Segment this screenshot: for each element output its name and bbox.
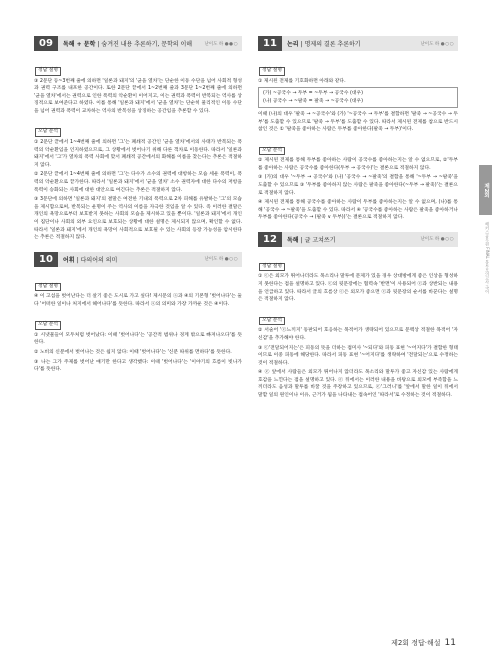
question-title: 독해 + 문학 | 숨겨진 내용 추론하기, 문학의 이해: [63, 41, 193, 48]
side-book-title: 해커스공무원 FINAL 봉투모의고사 국어: [485, 222, 490, 294]
difficulty-level: 난이도 하 ●○○: [420, 41, 454, 47]
wrong-analysis-tag: 오답 분석: [35, 321, 61, 330]
wrong-analysis-item: ① 2문단 끝에서 1~4번째 줄에 의하면 '그'는 폐쇄적 공간인 '균을 열차'에서의 사태가 반복되는 폭력의 악순환임을 인지하였으므로, 그 상황에서 벗어나기 위해 다른 객차로 이동한다. 따라서 '일론과 돼지'에서 '그'가 열차의 폭력 사회에 맞서 폐쇄적 공간에서의 화해를 이룸을 찾는다는 추론은 적절하지 않다.: [34, 139, 242, 168]
wrong-analysis-item: ② 서술어 'ⓒ느끼지' 동판되어 호응하는 목적어가 생략되어 있으므로 문맥상 적절한 목적어 '자신감'을 추가해야 한다.: [258, 328, 458, 341]
answer-explanation: ④ 이 고섬을 벗어난다는 더 살기 좋은 도시로 가고 싶다! 제시문의 ⓐ과 ④의 기본형 '벗어나다'는 둘 다 '어떠한 일이나 처지에서 헤어나다'를 뜻한다. 따라서 ⓐ의 의미와 가장 가까운 것은 ④이다.: [34, 294, 242, 307]
wrong-analysis-item: ③ (가)의 대우 '~두부 → 공국수'와 (나) '공국수 → ~팔죽'의 결합을 통해 '~두부 → ~팔죽'을 도출할 수 있으므로 ③ '두부를 좋아하지 않는 사람은 팔죽을 좋아한다(~두부 → 팔죽)'는 결론으로 적절하지 않다.: [258, 175, 458, 196]
answer-tag: 정답 설명: [259, 67, 285, 76]
question-10-header: [34, 252, 242, 267]
logic-box: [258, 87, 458, 108]
left-column: [34, 36, 242, 376]
answer-explanation: ③ 2문단 등~3번째 줄에 의하면 '일론과 돼지'의 '균을 열차'는 단순한 이동 수단을 넘어 사회적 형성과 권력 구조를 내포한 공간이다. 또한 2문단 끝에서 1~2번째 줄과 3문단 1~2번째 줄에 의하면 '균을 열차'에서는 권력으로 인한 폭력의 악순환이 이어지고, 이는 권력과 폭력이 반복되는 역사를 상징적으로 보여준다고 하였다. 이를 통해 '일론과 돼지'에서 '균을 열차'는 단순히 물리적인 이동 수단을 넘어 권력과 폭력이 교차하는 역사의 반복성을 상징하는 공간임을 추론할 수 있다.: [34, 78, 242, 114]
difficulty-level: 난이도 하 ●○○: [204, 257, 238, 263]
question-title: 어휘 | 다의어의 의미: [63, 256, 118, 264]
answer-intro: ① 제시된 전제를 기호화하면 아래와 같다.: [258, 78, 346, 84]
question-number: 10: [34, 252, 58, 267]
difficulty-dots-icon: ●○○: [224, 257, 238, 263]
difficulty-level: 난이도 하 ●○○: [420, 237, 454, 243]
logic-line: (나) 공국수 → ~팔죽 = 팔죽 → ~공국수 (대우): [263, 98, 364, 104]
difficulty-dots-icon: ●○○: [440, 237, 454, 243]
wrong-analysis-item: ② 2문단 끝에서 1~4번째 줄에 의하면 '그'는 다수가 소수의 권력에 대항하는 모습 세운 폭력이, 폭력의 악순환으로 끝가한다. 따라서 '일론과 돼지'에서 '균을 열차' 소수 권력자에 대한 다수의 저항을 폭력이 승화되는 사회에 대한 대안으로 여긴다는 추론은 적절하지 않다.: [34, 172, 242, 193]
question-number: 11: [258, 36, 282, 51]
difficulty-dots-icon: ●●○: [224, 41, 238, 47]
page-number: 11: [444, 638, 456, 648]
wrong-analysis-item: ④ ⓔ 앞에서 사람들은 외모가 뛰어나지 않더라도 목소리와 말투가 좋고 자신감 있는 사람에게 호감을 느낀다는 점을 설명하고 있다. ⓔ 뒤에서는 이러한 내용을 바탕으로 외모에 부족함을 느끼더라도 음성과 말투를 바꿀 것을 주장하고 있으므로, ⓔ'그러니'를 '앞에서 말한 일이 뒤에서 말할 일의 원인이나 이유, 근거가 됨을 나타내는 접속어인 '따라서'로 수정하는 것이 적절하다.: [258, 370, 458, 399]
wrong-analysis-tag: 오답 분석: [35, 128, 61, 137]
answer-explanation: 이때 (나)의 대우 '팔죽 → ~공국수'와 (가) '~공국수 → 두부'를 결합하면 '팔죽 → ~공국수 → 두부'를 도출할 수 있으므로 '팔죽 → 두부'를 도출할 수 있다. 따라서 제시된 전제를 참으로 반드시 참인 것은 ① '팔죽을 좋아하는 사람은 두부를 좋아한다(팔죽 → 두부)'이다.: [258, 111, 458, 133]
question-12-header: [258, 232, 458, 247]
wrong-analysis-tag: 오답 분석: [259, 317, 285, 326]
question-09-header: [34, 36, 242, 51]
logic-line: (가) ~공국수 → 두부 = ~두부 → 공국수 (대우): [263, 91, 364, 97]
answer-tag: 정답 설명: [35, 283, 61, 292]
round-side-tab: 제2회: [479, 165, 492, 215]
question-11-header: [258, 36, 458, 51]
wrong-analysis-item: ① 시냇물들이 모두처럼 벗어났다: 이때 '벗어나다'는 '공간적 범위나 경계 밖으로 빠져나오다'를 뜻한다.: [34, 332, 242, 346]
wrong-analysis-item: ④ 제시된 전제를 통해 공국수를 좋아하는 사람이 두부를 좋아하는지는 알 수 없으며, (나)를 통해 '공국수 → ~팔죽'을 도출할 수 있다. 따라서 ④ '공국수를 좋아하는 사람은 팔죽을 좋아하거나 두부를 좋아한다(공국수 → (팔죽 ∨ 두부))'는 결론으로 적절하지 않다.: [258, 200, 458, 221]
wrong-analysis-tag: 오답 분석: [259, 147, 285, 156]
question-number: 09: [34, 36, 58, 51]
wrong-analysis-item: ③ 3문단에 의하면 '일론과 돼지'의 결말은 여전한 기내의 폭력으로 2차 피해를 유발하는 '그'의 모습을 제시함으로써, 반복되는 운명이 주는 역사의 이름을 자극한 것임을 알 수 있다. 즉 이러한 결말은 개인의 욕망으로부터 보호받지 못하는 사회의 모습을 제시하고 있을 뿐이다. '일론과 돼지'에서 개인이 집단이나 사회의 외부 요인으로 보호되는 상황에 대한 설명은 제시되지 않으며, 확인할 수 없다. 따라서 '일론과 돼지'에서 개인의 욕망이 사회적으로 보호될 수 있는 사회의 등장 가능성을 암시한다는 추론은 적절하지 않다.: [34, 197, 242, 241]
difficulty-level: 난이도 하 ●●○: [204, 41, 238, 47]
question-title: 논리 | 명제의 결론 추론하기: [287, 41, 361, 48]
answer-tag: 정답 설명: [259, 263, 285, 272]
question-number: 12: [258, 232, 282, 247]
answer-tag: 정답 설명: [35, 67, 61, 76]
page-footer: [391, 638, 456, 648]
wrong-analysis-item: ③ 나는 그가 주제를 벗어난 얘기만 한다고 생각했다: 이때 '벗어나다'는 '이야기의 흐름이 빗나가다'를 뜻한다.: [34, 359, 242, 373]
question-title: 독해 | 글 고쳐쓰기: [287, 236, 336, 244]
answer-explanation: ① ⓒ은 외모가 뛰어나더라도 목소리나 말투에 문제가 있을 경우 상대방에게 좋은 인상을 형성하지 못한다는 점을 설명하고 있다. ⓒ의 뒷문장에는 협력속 '반면'이 사용되어 ⓒ과 상반되는 내용을 언급하고 있다. 따라서 글의 흐름상 ⓒ은 외모가 좋으면 ⓒ과 뒷문장의 순서를 바꾼다는 설명은 적절하지 않다.: [258, 274, 458, 303]
wrong-analysis-item: ② 제시된 전제를 통해 두부를 좋아하는 사람이 공국수를 좋아하는지는 알 수 없으므로, ②'두부를 좋아하는 사람은 공국수를 좋아한다(두부 → 공국수)'는 결론으로 적절하지 않다.: [258, 158, 458, 171]
difficulty-dots-icon: ●○○: [440, 41, 454, 47]
footer-label: 제2회 정답·해설: [391, 639, 441, 647]
wrong-analysis-item: ③ ⓒ'전달되어지는'은 피동의 뜻을 더하는 접미사 '~되다'와 피동 표현 '~어지다'가 결합한 형태이므로 이중 피동에 해당한다. 따라서 피동 표현 '~어지다'를 생략하여 '전달되는'으로 수정하는 것이 적절하다.: [258, 345, 458, 366]
right-column: [258, 36, 458, 402]
wrong-analysis-item: ② 노비의 신분에서 벗어나는 것은 쉽지 않다: 이때 '벗어나다'는 '신분 따위를 면하다'를 뜻한다.: [34, 350, 232, 356]
